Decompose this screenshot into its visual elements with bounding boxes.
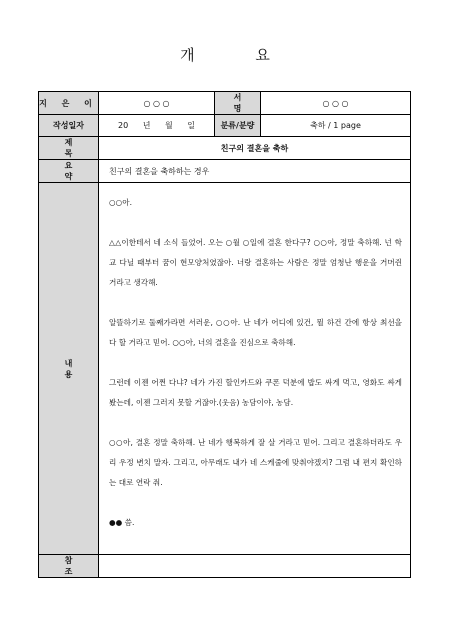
- content-paragraph: ○○아, 결혼 정말 축하해. 난 네가 행복하게 잘 살 거라고 믿어. 그리고 결혼하더라도 우리 우정 변치 말자. 그리고, 아무래도 내가 네 스케줄에 맞춰야겠지? 그럼 내 편지 확인하는 대로 연락 줘.: [109, 438, 402, 487]
- reference-label: 참 조: [39, 555, 99, 578]
- summary-form-table: [38, 91, 411, 578]
- content-paragraph: 알뜰하기로 둘째가라면 서러운, ○○아. 난 네가 어디에 있건, 뭘 하건 간에 항상 최선을 다 할 거라고 믿어. ○○아, 너의 결혼을 진심으로 축하해.: [109, 318, 402, 347]
- date-row: [39, 115, 411, 137]
- content-paragraph: △△이한테서 네 소식 들었어. 오는 ○월 ○일에 결혼 한다구? ○○아, 정말 축하해. 넌 학교 다닐 때부터 꿈이 현모양처였잖아. 너랑 결혼하는 사람은 정말 엄청난 행운을 거머쥔 거라고 생각해.: [109, 238, 402, 287]
- date-value: 20 년 월 일: [99, 115, 215, 137]
- signature-line: ●● 씀.: [109, 518, 135, 527]
- category-label: 분류/분량: [215, 115, 261, 137]
- content-label: 내 용: [39, 183, 99, 555]
- content-row: [39, 183, 411, 555]
- content-paragraph: 그런데 이젠 어쩐 다냐? 네가 가진 할인카드와 쿠폰 덕분에 밥도 싸게 먹고, 영화도 싸게 봤는데, 이젠 그러지 못할 거잖아.(웃음) 농담이야, 농담.: [109, 378, 402, 407]
- content-body: [99, 183, 411, 555]
- author-row: [39, 92, 411, 115]
- author-value: ○ ○ ○: [99, 92, 215, 115]
- summary-value: 친구의 결혼을 축하하는 경우: [99, 160, 411, 183]
- subject-label: 제 목: [39, 137, 99, 160]
- summary-label: 요 약: [39, 160, 99, 183]
- date-label: 작성일자: [39, 115, 99, 137]
- page-title: 개 요: [180, 46, 298, 64]
- summary-row: [39, 160, 411, 183]
- content-paragraph: ○○아.: [109, 198, 133, 207]
- subject-value: 친구의 결혼을 축하: [99, 137, 411, 160]
- reference-value: [99, 555, 411, 578]
- reference-row: [39, 555, 411, 578]
- category-value: 축하 / 1 page: [261, 115, 411, 137]
- signature-value: ○ ○ ○: [261, 92, 411, 115]
- signature-label: 서 명: [215, 92, 261, 115]
- subject-row: [39, 137, 411, 160]
- author-label: 지 은 이: [39, 92, 99, 115]
